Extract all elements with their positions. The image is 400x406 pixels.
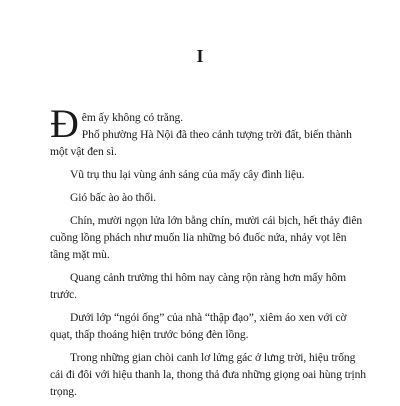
paragraph-1 (50, 101, 366, 160)
paragraph-4: Chín, mười ngọn lửa lớn bằng chín, mười cái bịch, hết thảy điên cuồng lồng phách như muốn lia những bó đuốc nứa, nhảy vọt lên tầng mặt mù. (50, 214, 363, 261)
paragraph-2: Vũ trụ thu lại vùng ánh sáng của mấy cây đình liệu. (70, 168, 305, 181)
chapter-number: I (196, 46, 204, 66)
paragraph-5: Quang cảnh trường thi hôm nay càng rộn ràng hơn mấy hôm trước. (50, 271, 347, 301)
drop-cap: Đ (50, 101, 79, 146)
chapter-body (50, 101, 366, 406)
paragraph-3: Gió bấc ào ào thổi. (70, 191, 156, 204)
paragraph-6: Dưới lớp “ngói ống” của nhà “thập đạo”, xiêm áo xen với cờ quạt, thấp thoáng hiện trước bóng đèn lồng. (50, 311, 347, 341)
paragraph-1-opening: êm ấy không có trăng. (81, 111, 184, 124)
paragraph-7: Trong những gian chòi canh lơ lửng gác ở lưng trời, hiệu trống cái đi đôi với hiệu thanh la, thong thả đưa những giọng oai hùng trịnh trọng. (50, 351, 366, 398)
paragraph-1-continuation: Phố phường Hà Nội đã theo cảnh tượng trời đất, biến thành một vật đen sì. (50, 128, 352, 158)
